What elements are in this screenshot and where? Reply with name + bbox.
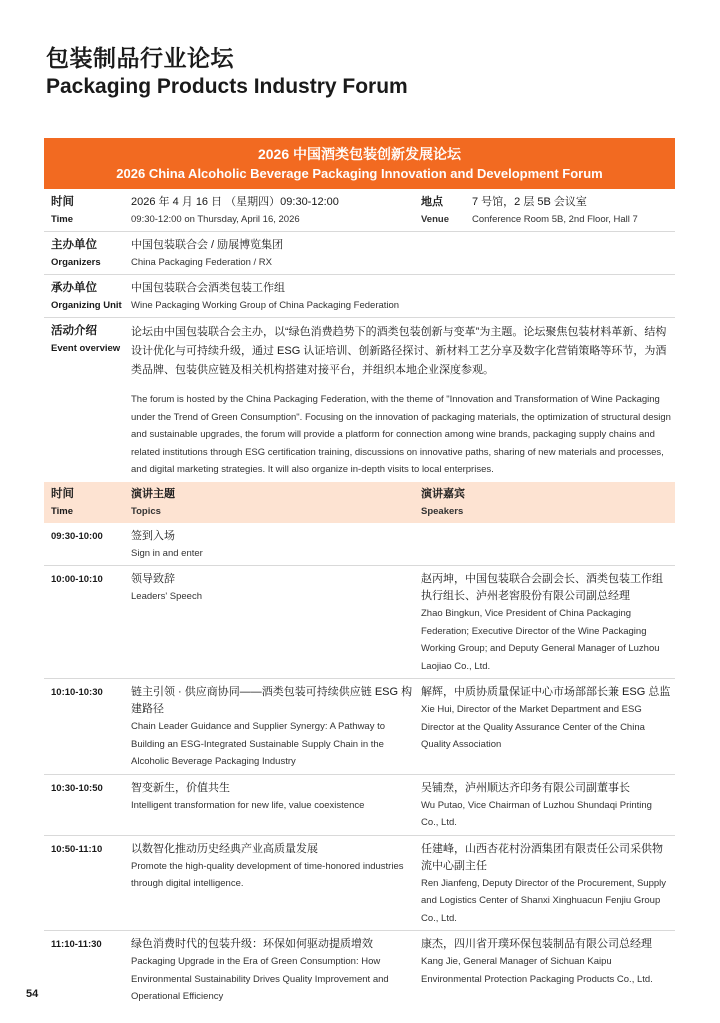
schedule-row [44,775,675,836]
organizers-value-zh: 中国包装联合会 / 励展博览集团 [131,239,284,251]
schedule-speaker-zh: 康杰，四川省开璞环保包装制品有限公司总经理 [421,938,652,950]
schedule-time: 10:50-11:10 [51,843,103,855]
schedule-header [44,482,675,523]
schedule-topic-en: Sign in and enter [131,547,203,559]
schedule-row [44,566,675,679]
schedule-topic-zh: 链主引领 · 供应商协同——酒类包装可持续供应链 ESG 构建路径 [131,686,413,715]
time-value-zh: 2026 年 4 月 16 日 （星期四）09:30-12:00 [131,196,339,208]
schedule-speaker-zh: 吴铺焘，泸州顺达齐印务有限公司副董事长 [421,781,630,794]
schedule-row [44,523,675,567]
time-label [44,194,131,228]
schedule-topic-zh: 签到入场 [131,529,175,542]
schedule-speaker-zh: 任建峰，山西杏花村汾酒集团有限责任公司采供物流中心副主任 [421,842,663,872]
schedule-topic-en: Packaging Upgrade in the Era of Green Consumption: How Environmental Sustainability Drives Quality Improvement and Operational Efficiency [131,956,389,1002]
forum-banner [44,138,675,189]
venue-label-en: Venue [421,214,449,225]
schedule-speaker-en: Xie Hui, Director of the Market Department and ESG Director at the Quality Assurance Center of the China Quality Association [421,704,645,750]
venue-label-zh: 地点 [421,196,443,208]
schedule-time: 10:00-10:10 [51,574,103,585]
overview-label-en: Event overview [51,343,121,354]
schedule-speaker-zh: 解辉，中质协质量保证中心市场部部长兼 ESG 总监 [421,686,671,698]
schedule-header-time-zh: 时间 [51,487,74,500]
organizers-label-zh: 主办单位 [51,239,97,251]
schedule-topic-zh: 领导致辞 [131,573,175,585]
schedule-row [44,931,675,1009]
schedule-time: 10:10-10:30 [51,687,103,698]
organizing-unit-label-zh: 承办单位 [51,282,97,294]
organizers-value-en: China Packaging Federation / RX [131,257,272,268]
forum-title-zh: 2026 中国酒类包装创新发展论坛 [257,146,462,162]
schedule-speaker-zh: 赵丙坤，中国包装联合会副会长、酒类包装工作组执行组长、泸州老窖股份有限公司副总经理 [421,573,663,602]
schedule-speaker-en: Zhao Bingkun, Vice President of China Packaging Federation; Executive Director of the Wine Packaging Working Group; and Deputy General Manager of Luzhou Laojiao Co., Ltd. [421,608,660,672]
time-value [131,194,421,228]
venue-value [472,194,638,228]
schedule-topic-en: Leaders' Speech [131,591,203,602]
schedule-header-topics-zh: 演讲主题 [131,487,175,500]
overview-row [44,318,675,482]
time-label-en: Time [51,214,74,225]
schedule-topic-en: Intelligent transformation for new life, value coexistence [131,799,365,811]
time-venue-row [44,189,675,232]
page-title-zh: 包装制品行业论坛 [46,45,234,71]
schedule-topic-zh: 智变新生，价值共生 [131,781,230,794]
organizers-label-en: Organizers [51,257,101,268]
schedule-header-speakers-zh: 演讲嘉宾 [421,487,465,500]
organizing-unit-label-en: Organizing Unit [51,300,122,311]
schedule-time: 11:10-11:30 [51,939,102,950]
organizing-unit-value-zh: 中国包装联合会酒类包装工作组 [131,282,285,294]
organizing-unit-value-en: Wine Packaging Working Group of China Packaging Federation [131,300,400,311]
venue-value-en: Conference Room 5B, 2nd Floor, Hall 7 [472,214,638,225]
schedule-topic-en: Chain Leader Guidance and Supplier Synergy: A Pathway to Building an ESG-Integrated Sustainable Supply Chain in the Alcoholic Beverage Packaging Industry [131,721,386,767]
organizing-unit-row [44,275,675,318]
schedule-topic-zh: 以数智化推动历史经典产业高质量发展 [131,842,318,855]
schedule-header-speakers-en: Speakers [421,505,464,517]
schedule-header-time-en: Time [51,505,74,517]
page-header [46,44,408,101]
schedule-header-topics-en: Topics [131,505,161,517]
overview-text-zh: 论坛由中国包装联合会主办，以“绿色消费趋势下的酒类包装创新与变革”为主题。论坛聚焦包装材料革新、结构设计优化与可持续升级，通过 ESG 认证培训、创新路径探讨、新材料工艺分享及数字化营销策略等环节，为酒类品牌、包装供应链及相关机构搭建对接平台，并组织本地企业深度参观。 [131,326,667,376]
overview-label-zh: 活动介绍 [51,325,97,337]
page-number: 54 [26,988,39,1000]
organizers-row [44,232,675,275]
venue-label [421,194,472,228]
schedule-topic-en: Promote the high-quality development of time-honored industries through digital intelligence. [131,860,404,889]
forum-title-en: 2026 China Alcoholic Beverage Packaging Innovation and Development Forum [116,166,603,181]
schedule-speaker-en: Wu Putao, Vice Chairman of Luzhou Shundaqi Printing Co., Ltd. [421,799,652,828]
schedule-time: 10:30-10:50 [51,782,103,794]
time-value-en: 09:30-12:00 on Thursday, April 16, 2026 [131,214,300,225]
schedule-row [44,679,675,775]
schedule-topic-zh: 绿色消费时代的包装升级：环保如何驱动提质增效 [131,938,373,950]
schedule-time: 09:30-10:00 [51,530,103,542]
time-label-zh: 时间 [51,196,74,208]
venue-value-zh: 7 号馆，2 层 5B 会议室 [472,196,587,208]
schedule-row [44,836,675,932]
page-title-en: Packaging Products Industry Forum [46,75,408,98]
forum-table [44,138,675,1009]
schedule-speaker-en: Ren Jianfeng, Deputy Director of the Procurement, Supply and Logistics Center of Shanxi Xinghuacun Fenjiu Group Co., Ltd. [421,877,667,924]
schedule-speaker-en: Kang Jie, General Manager of Sichuan Kaipu Environmental Protection Packaging Products Co., Ltd. [421,956,653,985]
overview-text-en: The forum is hosted by the China Packaging Federation, with the theme of "Innovation and Transformation of Wine Packaging under the Trend of Green Consumption". Focusing on the innovation of packaging materials, the optimization of structural design and sustainable upgrades, the forum will provide a platform for connection among wine brands, packaging supply chains and related institutions through ESG certification training, discussions on innovative paths, sharing of new materials and processes, and digital marketing strategies. It will also organize in-depth visits to local enterprises. [131,394,671,475]
schedule-list [44,523,675,1009]
